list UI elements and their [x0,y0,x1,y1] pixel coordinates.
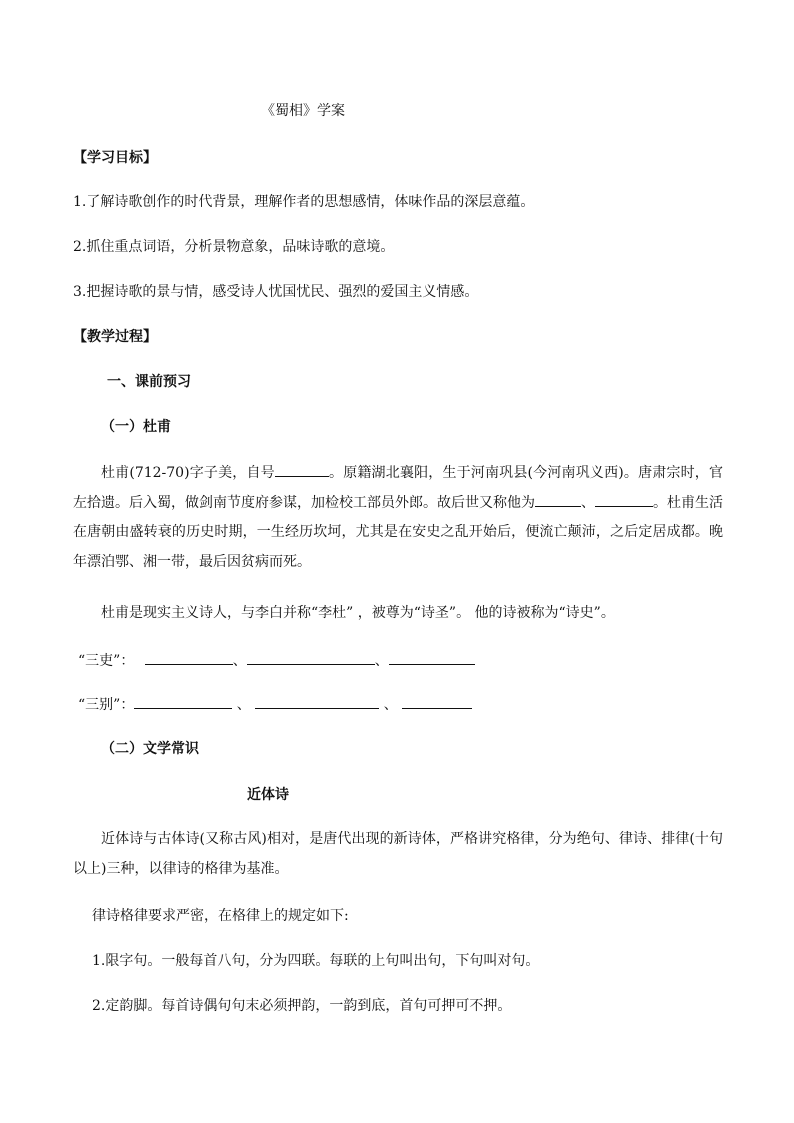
sanbie-blank-3[interactable] [402,694,472,709]
sanbie-label: “三别”： [78,697,135,713]
sanbie-blank-2[interactable] [255,694,379,709]
jinti-paragraph: 近体诗与古体诗(又称古风)相对，是唐代出现的新诗体，严格讲究格律，分为绝句、律诗、排律(十句以上)三种，以律诗的格律为基准。 [73,831,723,877]
dufu-text-1: 杜甫(712-70)字子美，自号 [101,465,275,481]
sub-heading-dufu: （一）杜甫 [101,419,171,435]
rule-item-2: 2.定韵脚。每首诗偶句句末必须押韵，一韵到底，首句可押可不押。 [92,998,512,1014]
blank-title-1[interactable] [535,492,581,507]
sanbie-sep-1: 、 [236,697,251,713]
goal-item-3: 3.把握诗歌的景与情，感受诗人忧国忧民、强烈的爱国主义情感。 [73,284,479,300]
sanli-sep-2: 、 [374,653,389,669]
rule-intro: 律诗格律要求严密，在格律上的规定如下: [92,908,349,924]
blank-title-2[interactable] [595,492,653,507]
dufu-text-4: 。杜甫生活在唐朝由盛转衰的历史时期，一生经历坎坷，尤其是在安史之乱开始后，便流亡颠沛，之后定居成都。晚年漂泊鄂、湘一带，最后因贫病而死。 [73,494,723,570]
page-title: 《蜀相》学案 [261,103,345,119]
section-heading-process: 【教学过程】 [73,329,157,345]
sanli-blank-3[interactable] [389,650,475,665]
sanbie-blank-1[interactable] [134,694,232,709]
jinti-heading: 近体诗 [247,787,289,803]
section-heading-goals: 【学习目标】 [73,150,157,166]
sanli-row [78,650,475,671]
dufu-text-3: 、 [581,494,595,511]
sanli-blank-2[interactable] [247,650,375,665]
sanbie-row [78,694,472,715]
dufu-paragraph [73,459,723,577]
sanli-blank-1[interactable] [145,650,233,665]
sanli-sep-1: 、 [232,653,247,669]
rule-item-1: 1.限字句。一般每首八句，分为四联。每联的上句叫出句，下句叫对句。 [92,953,540,969]
preview-heading: 一、课前预习 [107,374,191,390]
goal-item-1: 1.了解诗歌创作的时代背景，理解作者的思想感情，体味作品的深层意蕴。 [73,194,535,210]
sanli-label: “三吏”： [78,653,135,669]
goal-item-2: 2.抓住重点词语，分析景物意象，品味诗歌的意境。 [73,239,395,255]
dufu-paragraph-2: 杜甫是现实主义诗人，与李白并称“李杜” ，被尊为“诗圣”。 他的诗被称为“诗史”。 [101,605,615,621]
sanbie-sep-2: 、 [383,697,398,713]
sub-heading-literature: （二）文学常识 [101,741,199,757]
dufu-text-2: 。原籍湖北襄阳，生于河南巩县(今河南巩义西)。唐肃宗时，官左拾遗。后入蜀，做剑南节度府参谋，加检校工部员外郎。故后世又称他为 [73,465,723,511]
blank-self-title[interactable] [275,462,329,477]
